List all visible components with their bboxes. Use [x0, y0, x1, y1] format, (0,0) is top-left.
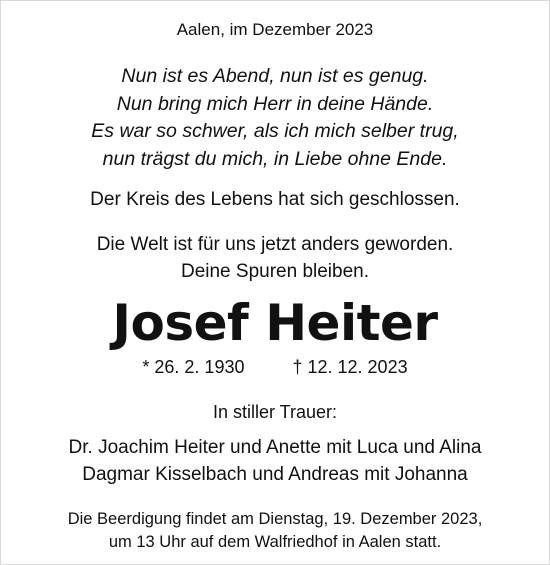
quote-line: Die Welt ist für uns jetzt anders geworden. [96, 234, 454, 255]
poem-line: Nun ist es Abend, nun ist es genug. [121, 65, 429, 87]
mourners-list [0, 434, 550, 488]
funeral-line: um 13 Uhr auf dem Walfriedhof in Aalen statt. [108, 533, 442, 551]
poem-line: nun trägst du mich, in Liebe ohne Ende. [102, 147, 448, 170]
funeral-info [0, 508, 550, 554]
poem [0, 63, 550, 173]
poem-line: Nun bring mich Herr in deine Hände. [116, 92, 434, 115]
poem-line: Es war so schwer, als ich mich selber trug, [91, 120, 459, 142]
mourning-heading: In stiller Trauer: [212, 402, 338, 422]
funeral-line: Die Beerdigung findet am Dienstag, 19. Dezember 2023, [67, 510, 483, 528]
life-dates [0, 356, 550, 378]
mourner-line: Dr. Joachim Heiter und Anette mit Luca und Alina [68, 437, 482, 458]
death-date: † 12. 12. 2023 [292, 357, 408, 377]
deceased-name: Josef Heiter [112, 294, 438, 352]
place-date: Aalen, im Dezember 2023 [176, 20, 374, 39]
birth-date: * 26. 2. 1930 [142, 357, 245, 377]
circle-of-life-text: Der Kreis des Lebens hat sich geschlossen. [90, 189, 460, 210]
mourner-line: Dagmar Kisselbach und Andreas mit Johanna [82, 464, 468, 485]
quote-line: Deine Spuren bleiben. [180, 261, 370, 282]
world-changed-text [0, 231, 550, 285]
